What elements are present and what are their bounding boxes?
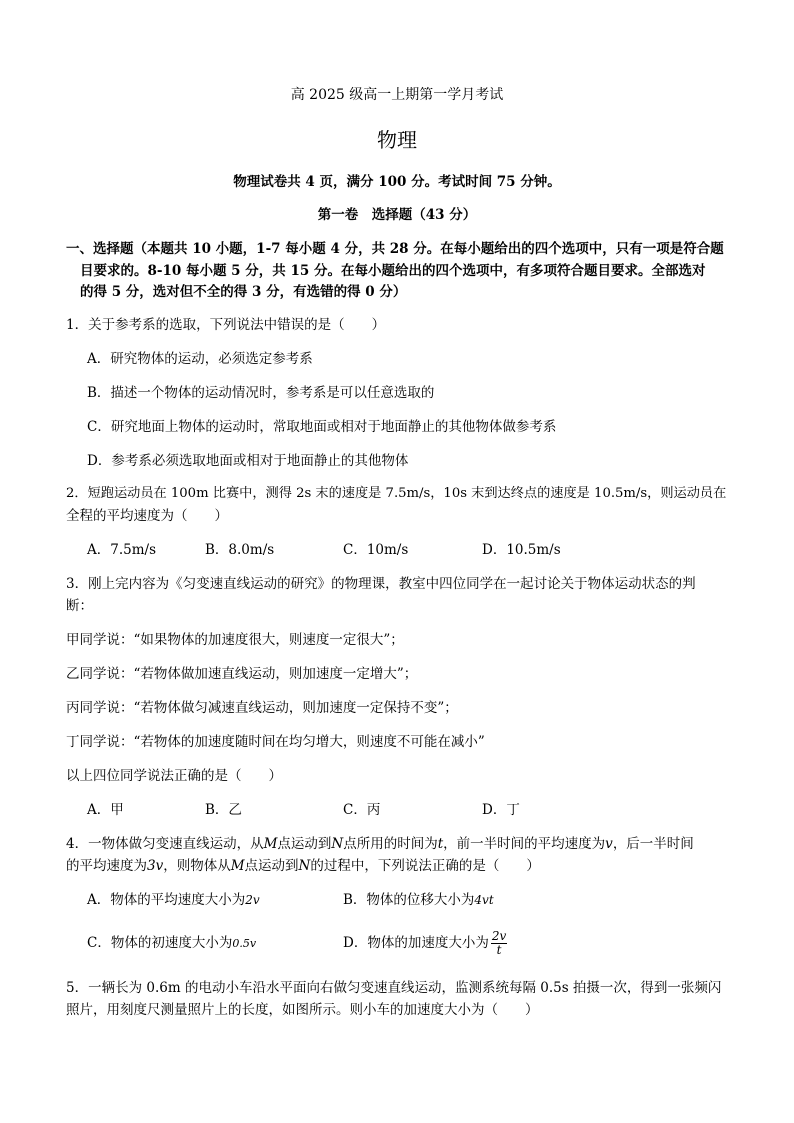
q1-option-c: C．研究地面上物体的运动时，常取地面或相对于地面静止的其他物体做参考系 bbox=[87, 419, 557, 435]
q2-option-a: A．7.5m/s bbox=[87, 542, 156, 558]
q5-stem-line-2: 照片，用刻度尺测量照片上的长度，如图所示。则小车的加速度大小为（ ） bbox=[66, 1002, 539, 1018]
q4-stem-line-2: 的平均速度为3v，则物体从M点运动到N的过程中，下列说法正确的是（ ） bbox=[66, 858, 540, 874]
q1-option-a: A．研究物体的运动，必须选定参考系 bbox=[87, 351, 313, 367]
q3-statement-ding: 丁同学说：“若物体的加速度随时间在均匀增大，则速度不可能在减小” bbox=[66, 734, 485, 750]
fraction-2v-over-t: $\frac{2v}{t}$ bbox=[491, 929, 507, 957]
q2-option-b: B．8.0m/s bbox=[205, 542, 275, 558]
q4-stem-line-1: 4．一物体做匀变速直线运动，从M点运动到N点所用的时间为t，前一半时间的平均速度为v，后一半时间 bbox=[66, 836, 694, 852]
q3-statement-bing: 丙同学说：“若物体做匀减速直线运动，则加速度一定保持不变”； bbox=[66, 700, 458, 716]
exam-title: 高 2025 级高一上期第一学月考试 bbox=[290, 87, 504, 103]
q5-stem-line-1: 5．一辆长为 0.6m 的电动小车沿水平面向右做匀变速直线运动，监测系统每隔 0.5s 拍摄一次，得到一张频闪 bbox=[66, 980, 722, 996]
q3-option-d: D．丁 bbox=[482, 802, 520, 818]
instructions-line-2: 目要求的。8-10 每小题 5 分，共 15 分。在每小题给出的四个选项中，有多项符合题目要求。全部选对 bbox=[80, 263, 706, 279]
q3-option-b: B．乙 bbox=[205, 802, 242, 818]
exam-info: 物理试卷共 4 页，满分 100 分。考试时间 75 分钟。 bbox=[233, 174, 561, 190]
instructions-line-3: 的得 5 分，选对但不全的得 3 分，有选错的得 0 分） bbox=[80, 284, 407, 300]
q3-stem-line-2: 断： bbox=[66, 598, 93, 614]
q2-stem-line-1: 2．短跑运动员在 100m 比赛中，测得 2s 末的速度是 7.5m/s，10s 末到达终点的速度是 10.5m/s，则运动员在 bbox=[66, 486, 727, 501]
q4-option-c: C．物体的初速度大小为0.5v bbox=[87, 935, 257, 951]
q4-option-a: A．物体的平均速度大小为2v bbox=[87, 892, 260, 908]
q1-option-d: D．参考系必须选取地面或相对于地面静止的其他物体 bbox=[87, 453, 409, 469]
instructions-line-1: 一、选择题（本题共 10 小题，1-7 每小题 4 分，共 28 分。在每小题给出的四个选项中，只有一项是符合题 bbox=[66, 241, 724, 257]
q3-stem-line-1: 3．刚上完内容为《匀变速直线运动的研究》的物理课，教室中四位同学在一起讨论关于物体运动状态的判 bbox=[66, 576, 696, 592]
q4-option-d: D．物体的加速度大小为 $\frac{2v}{t}$ bbox=[343, 929, 507, 957]
q1-stem: 1．关于参考系的选取，下列说法中错误的是（ ） bbox=[66, 317, 386, 333]
section-title: 第一卷 选择题（43 分） bbox=[317, 207, 477, 223]
q3-option-c: C．丙 bbox=[343, 802, 381, 818]
q4-option-b: B．物体的位移大小为4vt bbox=[343, 892, 494, 908]
q2-option-d: D．10.5m/s bbox=[482, 542, 561, 558]
q3-statement-yi: 乙同学说：“若物体做加速直线运动，则加速度一定增大”； bbox=[66, 666, 418, 682]
q2-stem-line-2: 全程的平均速度为（ ） bbox=[66, 508, 228, 524]
q3-question: 以上四位同学说法正确的是（ ） bbox=[66, 768, 282, 784]
q1-option-b: B．描述一个物体的运动情况时，参考系是可以任意选取的 bbox=[87, 385, 435, 401]
q3-option-a: A．甲 bbox=[87, 802, 124, 818]
subject-title: 物理 bbox=[377, 128, 417, 152]
q2-option-c: C．10m/s bbox=[343, 542, 409, 558]
q3-statement-jia: 甲同学说：“如果物体的加速度很大，则速度一定很大”； bbox=[66, 632, 404, 648]
